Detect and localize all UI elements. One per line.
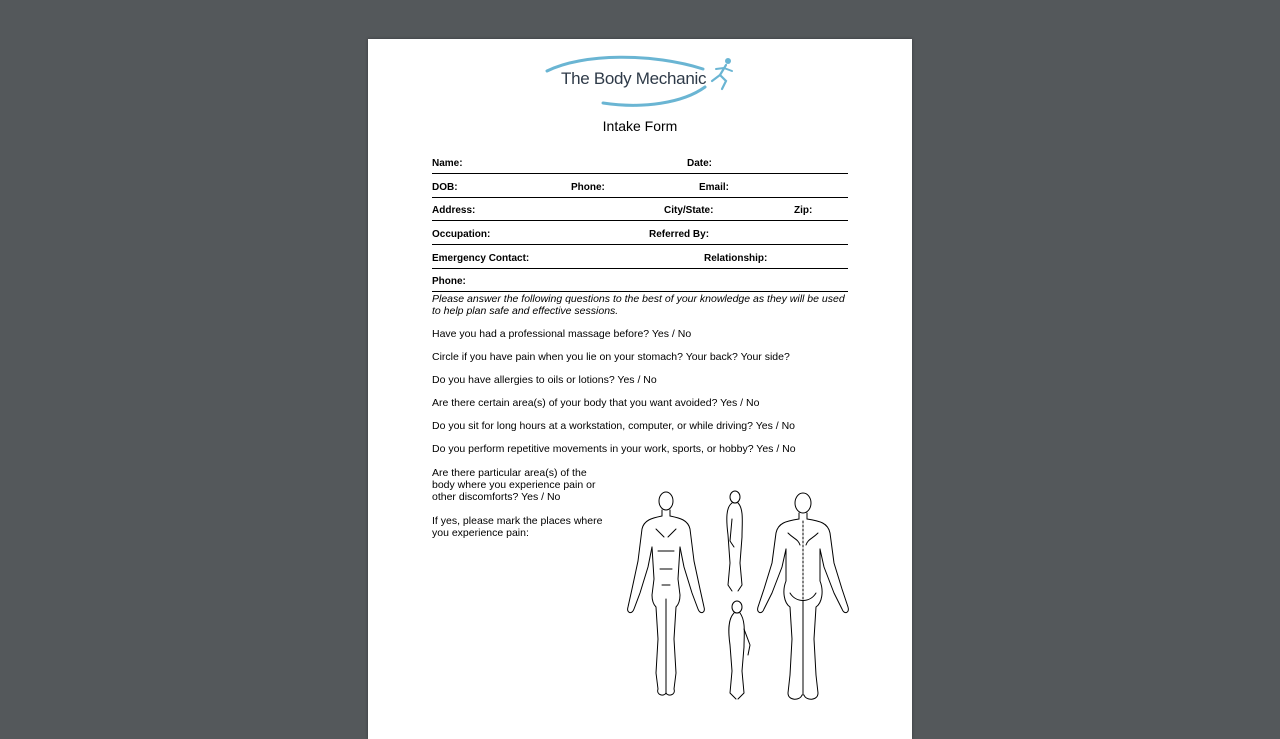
instructions-text: Please answer the following questions to the best of your knowledge as they will be used to help plan safe and effective sessions. [432,293,845,317]
referred-by-label: Referred By: [649,229,710,241]
body-diagram[interactable] [618,489,858,719]
name-label: Name: [432,158,463,169]
occupation-label: Occupation: [432,229,491,241]
question-5: Do you sit for long hours at a workstation, computer, or while driving? Yes / No [432,420,796,432]
mark-instruction: If yes, please mark the places where you experience pain: [432,515,603,539]
relationship-label: Relationship: [704,252,768,264]
field-row-dob [432,175,848,198]
question-6: Do you perform repetitive movements in your work, sports, or hobby? Yes / No [432,443,796,455]
dob-label: DOB: [432,181,458,193]
personal-info-fields [432,151,848,292]
field-row-occupation [432,222,848,245]
email-label: Email: [699,181,730,193]
question-4: Are there certain area(s) of your body that you want avoided? Yes / No [432,397,760,409]
brand-logo [543,55,738,107]
question-1: Have you had a professional massage before? Yes / No [432,328,692,340]
back-body-figure [758,493,849,699]
address-label: Address: [432,205,476,217]
date-label: Date: [687,158,713,169]
side-body-figure-upper [727,491,743,591]
field-row-address [432,198,848,221]
question-3: Do you have allergies to oils or lotions? Yes / No [432,374,657,386]
document-page [368,39,912,739]
form-title: Intake Form [602,118,678,134]
question-2: Circle if you have pain when you lie on your stomach? Your back? Your side? [432,351,790,363]
emergency-phone-label: Phone: [432,276,466,288]
side-body-figure-lower [729,601,750,699]
zip-label: Zip: [794,205,813,217]
emergency-contact-label: Emergency Contact: [432,252,530,264]
field-row-name [432,151,848,174]
field-row-phone2 [432,269,848,292]
city-state-label: City/State: [664,205,714,217]
field-row-emergency [432,246,848,269]
logo-text: The Body Mechanic [561,69,707,88]
runner-icon [706,57,736,91]
pain-question: Are there particular area(s) of the body where you experience pain or other discomforts? Yes / No [432,467,596,503]
phone-label: Phone: [571,181,605,193]
front-body-figure [628,492,705,695]
